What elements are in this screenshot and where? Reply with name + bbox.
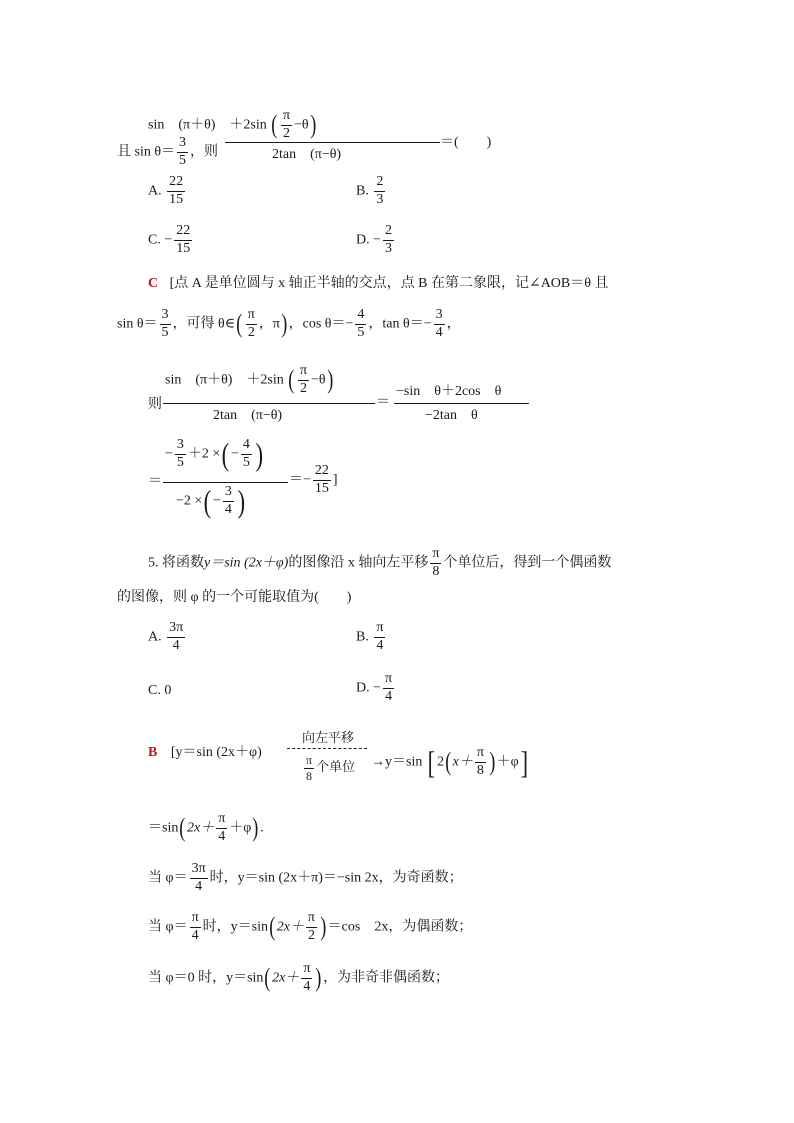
q5-solution-line1: B [y＝sin (2x＋φ): [148, 745, 262, 760]
q5-stem-line1: 5. 将函数y＝sin (2x＋φ)的图像沿 x 轴向左平移 $\frac{\pi}{8}$ 个单位后，得到一个偶函数: [148, 546, 612, 579]
q4-solution-line4-den: −2 ×( − $\frac{3}{4}$ ): [176, 483, 245, 520]
q5-arrow-top: 向左平移: [302, 730, 355, 745]
q4-option-d[interactable]: D. − $\frac{2}{3}$: [356, 223, 393, 256]
q5-option-a[interactable]: A. $\frac{3\pi}{4}$: [148, 620, 184, 653]
q4-frac-denominator: 2tan (π−θ): [272, 147, 342, 162]
q4-solution-line3-rhs-num: −sin θ＋2cos θ: [396, 384, 502, 399]
q4-solution-line4-num: − $\frac{3}{5}$ ＋2 ×( − $\frac{4}{5}$ ): [165, 436, 263, 473]
q4-option-b[interactable]: B. $\frac{2}{3}$: [356, 174, 384, 207]
q5-solution-result: →y＝sin [ 2(x＋ $\frac{\pi}{8}$ )＋φ]: [371, 744, 528, 781]
q4-fraction-bar: [225, 142, 440, 143]
q4-solution-line4-bar: [163, 482, 288, 483]
q4-stem-eq: ＝( ): [440, 135, 492, 150]
q4-solution-line2: sin θ＝ $\frac{3}{5}$ ，可得 θ∈( $\frac{\pi}{2}$ ，π)，cos θ＝− $\frac{4}{5}$ ，tan θ＝− $\frac{3}{4}$ ，: [117, 307, 461, 340]
q4-solution-line3-rhs-den: −2tan θ: [425, 408, 478, 423]
q4-answer-letter: C: [148, 276, 159, 291]
q4-solution-line3-eq: ＝: [376, 395, 390, 410]
q4-solution-line3-bar: [163, 403, 375, 404]
q5-case1: 当 φ＝ $\frac{3\pi}{4}$ 时，y＝sin (2x＋π)＝−sin 2x，为奇函数；: [148, 861, 463, 894]
q5-case3: 当 φ＝0 时，y＝sin(2x＋ $\frac{\pi}{4}$ )，为非奇非偶函数；: [148, 961, 450, 994]
q4-option-c[interactable]: C. − $\frac{22}{15}$: [148, 223, 191, 256]
q4-solution-line3-prefix: 则: [148, 397, 162, 412]
q4-option-a[interactable]: A. $\frac{22}{15}$: [148, 174, 184, 207]
q5-stem-line2: 的图像，则 φ 的一个可能取值为( ): [117, 590, 352, 605]
q5-option-c[interactable]: C. 0: [148, 683, 172, 698]
q4-solution-line3-den: 2tan (π−θ): [213, 408, 283, 423]
q4-solution-line4-result: ＝− $\frac{22}{15}$ ]: [289, 463, 338, 496]
q5-answer-letter: B: [148, 745, 158, 760]
q4-solution-line3-num: sin (π＋θ) ＋2sin ( $\frac{\pi}{2}$ −θ): [165, 363, 334, 396]
q5-arrow-line: [287, 748, 367, 749]
q5-case2: 当 φ＝ $\frac{\pi}{4}$ 时，y＝sin(2x＋ $\frac{\pi}{2}$ )＝cos 2x，为偶函数；: [148, 910, 473, 943]
q4-frac-numerator: sin (π＋θ) ＋2sin ( $\frac{\pi}{2}$ −θ): [148, 108, 317, 141]
q4-solution-line3-rhs-bar: [394, 403, 529, 404]
q5-option-b[interactable]: B. $\frac{\pi}{4}$: [356, 620, 384, 653]
q4-stem: 且 sin θ＝ $\frac{3}{5}$ ，则: [117, 135, 219, 168]
q5-arrow-bottom: $\frac{\pi}{8}$ 个单位: [306, 753, 356, 783]
q5-solution-line2: ＝sin(2x＋ $\frac{\pi}{4}$ ＋φ).: [148, 811, 264, 844]
q4-solution-line4-eq: ＝: [148, 474, 162, 489]
q5-option-d[interactable]: D. − $\frac{\pi}{4}$: [356, 671, 393, 704]
q4-solution-line1: C [点 A 是单位圆与 x 轴正半轴的交点，点 B 在第二象限，记∠AOB＝θ 且: [148, 276, 609, 291]
